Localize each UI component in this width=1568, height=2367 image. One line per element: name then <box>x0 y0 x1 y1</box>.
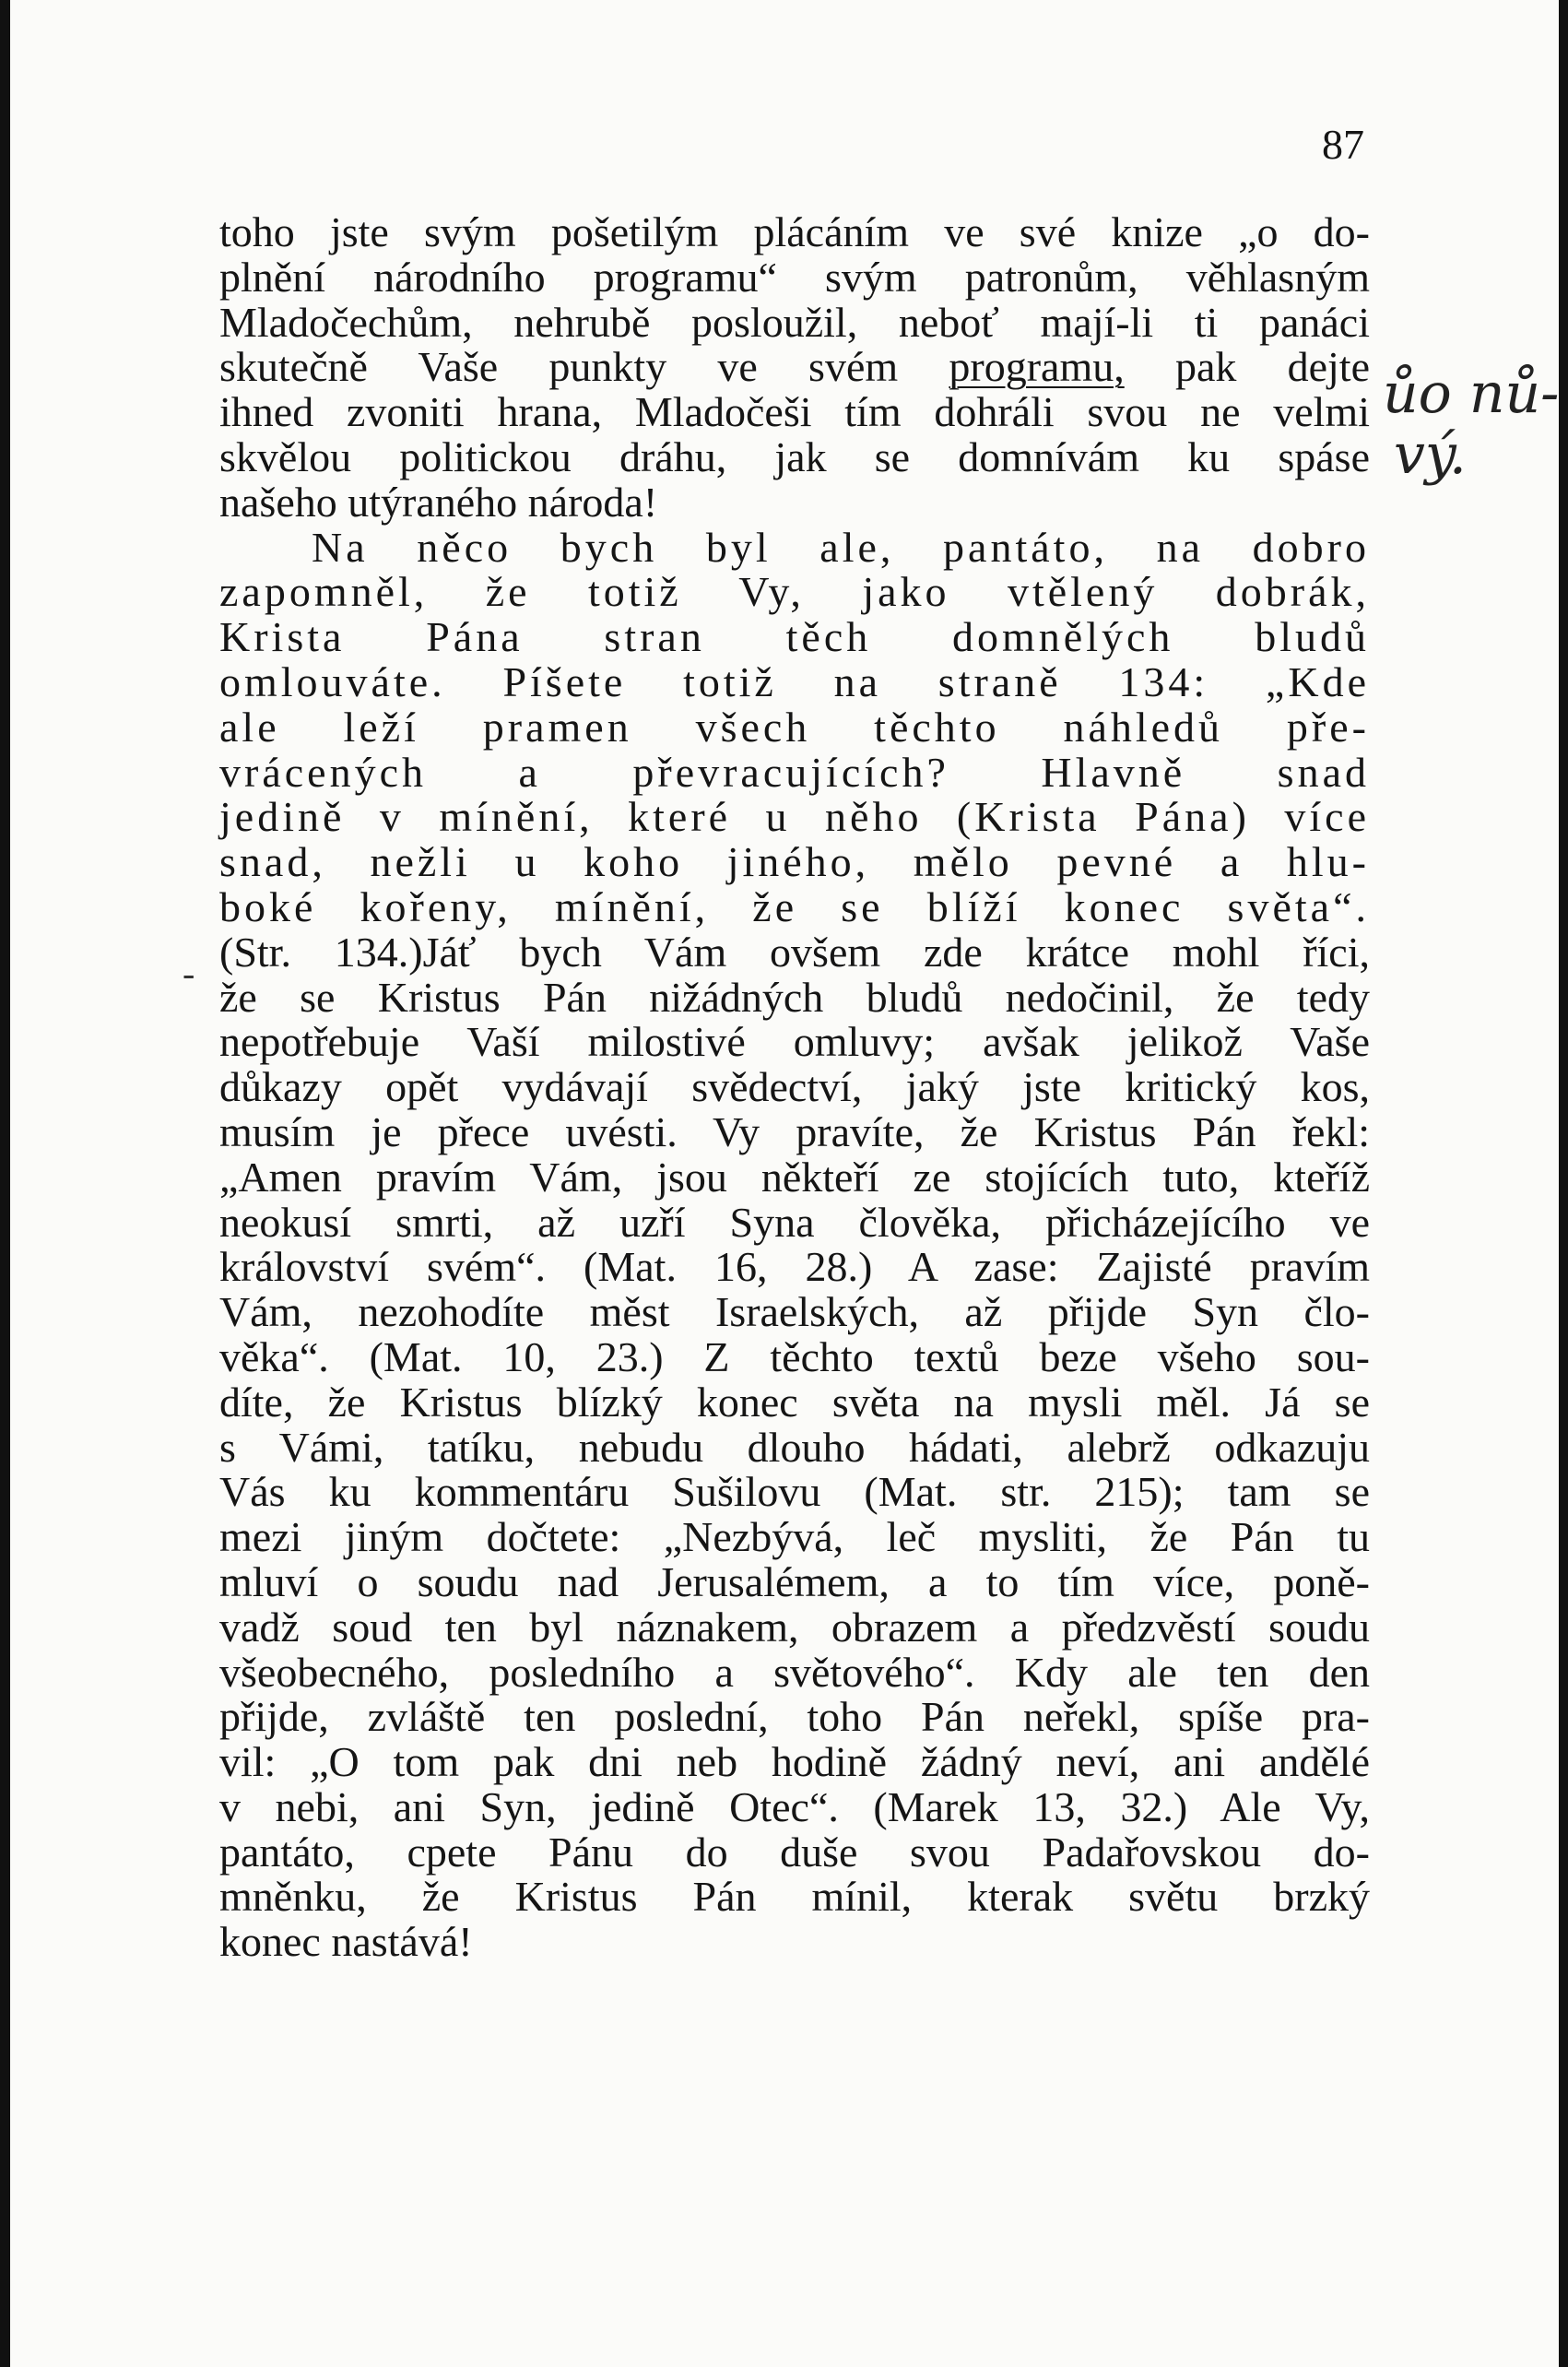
text-line: neokusí smrti, až uzří Syna člověka, přicházejícího ve <box>219 1198 1370 1246</box>
text-line: našeho utýraného národa! <box>219 478 658 526</box>
text-line: „Amen pravím Vám, jsou někteří ze stojících tuto, kteříž <box>219 1153 1370 1201</box>
text-line: věka“. (Mat. 10, 23.) Z těchto textů beze všeho sou- <box>219 1332 1370 1380</box>
text-line: všeobecného, posledního a světového“. Kdy ale ten den <box>219 1648 1370 1696</box>
text-line-part: skutečně Vaše punkty ve svém <box>219 343 949 391</box>
text-line: s Vámi, tatíku, nebudu dlouho hádati, alebrž odkazuju <box>219 1423 1370 1471</box>
text-line: konec nastává! <box>219 1918 473 1966</box>
margin-dash: - <box>183 953 195 994</box>
text-line: musím je přece uvésti. Vy pravíte, že Kristus Pán řekl: <box>219 1107 1370 1155</box>
text-line: mezi jiným dočtete: „Nezbývá, leč mysliti, že Pán tu <box>219 1513 1370 1561</box>
text-line: pantáto, cpete Pánu do duše svou Padařovskou do- <box>219 1828 1370 1876</box>
text-line: vil: „O tom pak dni neb hodině žádný neví, ani andělé <box>219 1738 1370 1786</box>
text-line: důkazy opět vydávají svědectví, jaký jste kritický kos, <box>219 1063 1370 1111</box>
text-line: Vás ku kommentáru Sušilovu (Mat. str. 215); tam se <box>219 1468 1370 1516</box>
text-line <box>219 345 1370 390</box>
text-line: Krista Pána stran těch domnělých bludů <box>219 613 1370 661</box>
text-line: zapomněl, že totiž Vy, jako vtělený dobrák, <box>219 568 1370 616</box>
text-line: království svém“. (Mat. 16, 28.) A zase: Zajisté pravím <box>219 1243 1370 1291</box>
scan-border-left <box>0 0 10 2367</box>
text-line-part: pak dejte <box>1124 343 1370 391</box>
handwritten-margin-note: ůo nů- <box>1383 361 1560 426</box>
text-line: jedině v mínění, které u něho (Krista Pána) více <box>219 793 1370 841</box>
text-line: v nebi, ani Syn, jedině Otec“. (Marek 13, 32.) Ale Vy, <box>219 1782 1370 1830</box>
text-line: mněnku, že Kristus Pán mínil, kterak světu brzký <box>219 1873 1370 1921</box>
underlined-word: programu, <box>949 343 1125 391</box>
text-line: toho jste svým pošetilým plácáním ve své knize „o do- <box>219 208 1370 255</box>
text-line: mluví o soudu nad Jerusalémem, a to tím více, poně- <box>219 1557 1370 1605</box>
text-line-part: plnění národního programu“ svým patronům, věhlasným <box>219 253 1370 301</box>
text-line: vadž soud ten byl náznakem, obrazem a předzvěstí soudu <box>219 1603 1370 1651</box>
page-number: 87 <box>1322 121 1364 168</box>
text-line: snad, nežli u koho jiného, mělo pevné a hlu- <box>219 838 1370 886</box>
text-line: ihned zvoniti hrana, Mladočeši tím dohráli svou ne velmi <box>219 388 1370 436</box>
text-line: boké kořeny, mínění, že se blíží konec světa“. <box>219 882 1370 930</box>
text-line: ale leží pramen všech těchto náhledů pře- <box>219 703 1370 751</box>
handwritten-margin-note: vý. <box>1394 422 1467 487</box>
text-line <box>219 255 1370 301</box>
text-line: skvělou politickou dráhu, jak se domnívám ku spáse <box>219 432 1370 480</box>
text-line: nepotřebuje Vaší milostivé omluvy; avšak jelikož Vaše <box>219 1018 1370 1066</box>
text-line: že se Kristus Pán nižádných bludů nedočinil, že tedy <box>219 973 1370 1021</box>
text-line: omlouváte. Píšete totiž na straně 134: „Kde <box>219 657 1370 705</box>
text-line: (Str. 134.)Jáť bych Vám ovšem zde krátce mohl říci, <box>219 928 1370 976</box>
text-line: Mladočechům, nehrubě posloužil, neboť mají-li ti panáci <box>219 298 1370 346</box>
text-line: Vám, nezohodíte měst Israelských, až přijde Syn člo- <box>219 1288 1370 1336</box>
scan-border-right <box>1559 0 1568 2367</box>
text-line: Na něco bych byl ale, pantáto, na dobro <box>312 523 1370 571</box>
text-line: díte, že Kristus blízký konec světa na mysli měl. Já se <box>219 1378 1370 1426</box>
body-text <box>219 210 1370 1965</box>
text-line: vrácených a převracujících? Hlavně snad <box>219 748 1370 796</box>
text-line: přijde, zvláště ten poslední, toho Pán neřekl, spíše pra- <box>219 1693 1370 1741</box>
